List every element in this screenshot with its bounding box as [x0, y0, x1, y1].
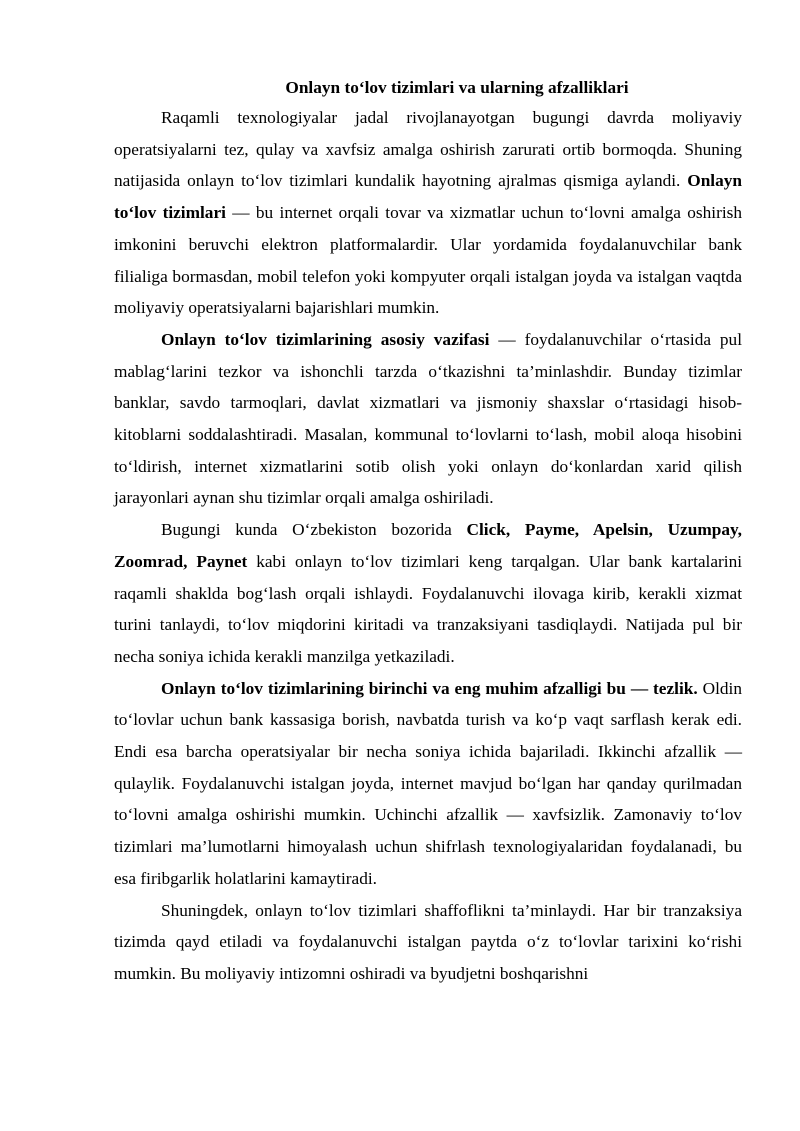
- paragraph-text: Oldin to‘lovlar uchun bank kassasiga borish, navbatda turish va ko‘p vaqt sarflash kerak edi. Endi esa barcha operatsiyalar bir necha soniya ichida bajariladi. Ikkinchi afzallik — qulaylik. Foydalanuvchi istalgan joyda, internet mavjud bo‘lgan har qanday qurilmadan to‘lovni amalga oshirishi mumkin. Uchinchi afzallik — xavfsizlik. Zamonaviy to‘lov tizimlari ma’lumotlarni himoyalash uchun shifrlash texnologiyalaridan foydalanadi, bu esa firibgarlik holatlarini kamaytiradi.: [114, 678, 742, 888]
- bold-term: Onlayn to‘lov tizimlarining birinchi va eng muhim afzalligi bu — tezlik.: [161, 678, 698, 698]
- paragraph-text: Raqamli texnologiyalar jadal rivojlanayotgan bugungi davrda moliyaviy operatsiyalarni tez, qulay va xavfsiz amalga oshirish zarurati ortib bormoqda. Shuning natijasida onlayn to‘lov tizimlari kundalik hayotning ajralmas qismiga aylandi.: [114, 108, 742, 191]
- paragraph-text: — bu internet orqali tovar va xizmatlar uchun to‘lovni amalga oshirish imkonini beruvchi elektron platformalardir. Ular yordamida foydalanuvchilar bank filialiga bormasdan, mobil telefon yoki kompyuter orqali istalgan joyda va istalgan vaqtda moliyaviy operatsiyalarni bajarishlari mumkin.: [114, 203, 743, 318]
- bold-term: Click, Payme, Apelsin, Uzumpay, Zoomrad, Paynet: [114, 520, 742, 571]
- paragraph-transparency: [114, 895, 742, 990]
- paragraph-text: kabi onlayn to‘lov tizimlari keng tarqalgan. Ular bank kartalarini raqamli shaklda bog‘lash orqali ishlaydi. Foydalanuvchi ilovaga kirib, kerakli xizmat turini tanlaydi, to‘lov miqdorini kiritadi va tranzaksiyani tasdiqlaydi. Natijada pul bir necha soniya ichida kerakli manzilga yetkaziladi.: [114, 551, 743, 666]
- bold-term: Onlayn to‘lov tizimlari: [114, 171, 742, 223]
- paragraph-text: Shuningdek, onlayn to‘lov tizimlari shaffoflikni ta’minlaydi. Har bir tranzaksiya tizimda qayd etiladi va foydalanuvchi istalgan paytda o‘z to‘lovlar tarixini ko‘rishi mumkin. Bu moliyaviy intizomni oshiradi va byudjetni boshqarishni: [114, 900, 742, 983]
- paragraph-advantages: [114, 673, 742, 895]
- document-page: [114, 74, 742, 990]
- paragraph-text: — foydalanuvchilar o‘rtasida pul mablag‘larini tezkor va ishonchli tarzda o‘tkazishni ta’minlashdir. Bunday tizimlar banklar, savdo tarmoqlari, davlat xizmatlari va jismoniy shaxslar o‘rtasidagi hisob-kitoblarni soddalashtiradi. Masalan, kommunal to‘lovlarni to‘lash, mobil aloqa hisobini to‘ldirish, internet xizmatlarini sotib olish yoki onlayn do‘konlardan xarid qilish jarayonlari aynan shu tizimlar orqali amalga oshiriladi.: [114, 329, 743, 508]
- paragraph-text: Bugungi kunda O‘zbekiston bozorida: [161, 520, 467, 540]
- document-title: Onlayn to‘lov tizimlari va ularning afzalliklari: [285, 78, 629, 97]
- bold-term: Onlayn to‘lov tizimlarining asosiy vazifasi: [161, 329, 490, 349]
- paragraph-uzbekistan-market: [114, 514, 742, 673]
- paragraph-introduction: [114, 102, 742, 324]
- paragraph-main-function: [114, 324, 742, 514]
